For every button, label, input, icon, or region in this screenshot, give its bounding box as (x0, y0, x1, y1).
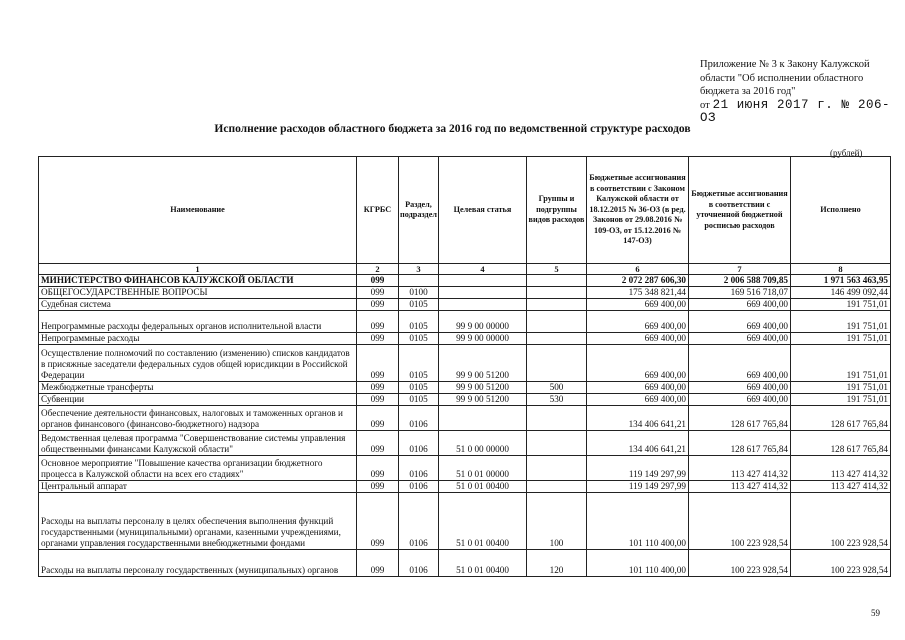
row-executed-amount: 191 751,01 (791, 345, 891, 382)
row-kgrbs: 099 (357, 394, 399, 406)
row-law-amount: 175 348 821,44 (587, 287, 689, 299)
table-row (39, 311, 891, 333)
row-kgrbs: 099 (357, 287, 399, 299)
row-executed-amount: 128 617 765,84 (791, 406, 891, 431)
row-executed-amount: 191 751,01 (791, 311, 891, 333)
row-group: 500 (527, 382, 587, 394)
row-section: 0100 (399, 287, 439, 299)
row-name: Расходы на выплаты персоналу в целях обеспечения выполнения функций государственными (муниципальными) органами, казенными учреждениями, органами управления государственными внебюджетными фондами (39, 493, 357, 550)
header-section: Раздел, подраздел (399, 157, 439, 264)
row-law-amount: 2 072 287 606,30 (587, 275, 689, 287)
row-target: 51 0 00 00000 (439, 431, 527, 456)
row-executed-amount: 100 223 928,54 (791, 550, 891, 577)
row-section: 0106 (399, 481, 439, 493)
appendix-line-3: бюджета за 2016 год" (700, 86, 796, 97)
row-law-amount: 669 400,00 (587, 345, 689, 382)
row-kgrbs: 099 (357, 382, 399, 394)
row-target: 51 0 01 00400 (439, 493, 527, 550)
row-revised-amount: 128 617 765,84 (689, 406, 791, 431)
table-row (39, 481, 891, 493)
row-law-amount: 134 406 641,21 (587, 406, 689, 431)
row-group (527, 299, 587, 311)
row-group (527, 287, 587, 299)
row-revised-amount: 669 400,00 (689, 311, 791, 333)
table-row (39, 493, 891, 550)
row-target: 99 9 00 00000 (439, 333, 527, 345)
row-executed-amount: 146 499 092,44 (791, 287, 891, 299)
row-target: 99 9 00 00000 (439, 311, 527, 333)
table-row (39, 550, 891, 577)
appendix-from: от (700, 99, 710, 111)
appendix-line-2: области "Об исполнении областного (700, 72, 864, 84)
row-revised-amount: 2 006 588 709,85 (689, 275, 791, 287)
row-section: 0105 (399, 299, 439, 311)
header-name: Наименование (39, 157, 357, 264)
row-group (527, 311, 587, 333)
row-name: ОБЩЕГОСУДАРСТВЕННЫЕ ВОПРОСЫ (39, 287, 357, 299)
row-law-amount: 669 400,00 (587, 333, 689, 345)
expenditure-table (38, 156, 891, 577)
row-name: Субвенции (39, 394, 357, 406)
row-target: 99 9 00 51200 (439, 394, 527, 406)
row-revised-amount: 113 427 414,32 (689, 456, 791, 481)
row-name: Судебная система (39, 299, 357, 311)
row-name: Центральный аппарат (39, 481, 357, 493)
header-target: Целевая статья (439, 157, 527, 264)
row-name: Непрограммные расходы (39, 333, 357, 345)
row-kgrbs: 099 (357, 345, 399, 382)
row-kgrbs: 099 (357, 275, 399, 287)
row-revised-amount: 113 427 414,32 (689, 481, 791, 493)
row-section: 0105 (399, 311, 439, 333)
row-kgrbs: 099 (357, 456, 399, 481)
row-section (399, 275, 439, 287)
row-law-amount: 134 406 641,21 (587, 431, 689, 456)
row-target: 51 0 01 00400 (439, 550, 527, 577)
row-name: Осуществление полномочий по составлению (изменению) списков кандидатов в присяжные заседатели федеральных судов общей юрисдикции в Российской Федерации (39, 345, 357, 382)
column-number: 8 (791, 264, 891, 275)
column-number: 3 (399, 264, 439, 275)
row-law-amount: 669 400,00 (587, 311, 689, 333)
row-group (527, 406, 587, 431)
header-revised-allocations: Бюджетные ассигнования в соответствии с уточненной бюджетной росписью расходов (689, 157, 791, 264)
row-revised-amount: 669 400,00 (689, 345, 791, 382)
row-target (439, 299, 527, 311)
row-group (527, 345, 587, 382)
row-revised-amount: 669 400,00 (689, 382, 791, 394)
row-group (527, 431, 587, 456)
row-revised-amount: 669 400,00 (689, 299, 791, 311)
row-group (527, 481, 587, 493)
row-kgrbs: 099 (357, 481, 399, 493)
row-section: 0105 (399, 394, 439, 406)
row-target (439, 287, 527, 299)
column-number: 7 (689, 264, 791, 275)
table-row (39, 299, 891, 311)
row-kgrbs: 099 (357, 311, 399, 333)
table-row (39, 431, 891, 456)
row-revised-amount: 169 516 718,07 (689, 287, 791, 299)
column-number: 5 (527, 264, 587, 275)
row-executed-amount: 191 751,01 (791, 382, 891, 394)
row-revised-amount: 669 400,00 (689, 333, 791, 345)
row-executed-amount: 113 427 414,32 (791, 481, 891, 493)
row-section: 0105 (399, 345, 439, 382)
row-revised-amount: 128 617 765,84 (689, 431, 791, 456)
row-executed-amount: 191 751,01 (791, 394, 891, 406)
row-law-amount: 669 400,00 (587, 394, 689, 406)
row-section: 0106 (399, 456, 439, 481)
table-row (39, 275, 891, 287)
row-target: 99 9 00 51200 (439, 345, 527, 382)
row-group: 120 (527, 550, 587, 577)
row-name: Ведомственная целевая программа "Совершенствование системы управления общественными финансами Калужской области" (39, 431, 357, 456)
column-number: 1 (39, 264, 357, 275)
row-target (439, 275, 527, 287)
row-name: Межбюджетные трансферты (39, 382, 357, 394)
row-section: 0106 (399, 493, 439, 550)
header-kgrbs: КГРБС (357, 157, 399, 264)
row-section: 0105 (399, 382, 439, 394)
row-executed-amount: 191 751,01 (791, 333, 891, 345)
row-law-amount: 101 110 400,00 (587, 493, 689, 550)
page-number: 59 (871, 608, 880, 618)
row-executed-amount: 191 751,01 (791, 299, 891, 311)
row-section: 0106 (399, 431, 439, 456)
row-kgrbs: 099 (357, 333, 399, 345)
row-revised-amount: 100 223 928,54 (689, 550, 791, 577)
row-revised-amount: 669 400,00 (689, 394, 791, 406)
row-group (527, 275, 587, 287)
row-section: 0106 (399, 406, 439, 431)
row-law-amount: 669 400,00 (587, 382, 689, 394)
column-number: 6 (587, 264, 689, 275)
row-name: МИНИСТЕРСТВО ФИНАНСОВ КАЛУЖСКОЙ ОБЛАСТИ (39, 275, 357, 287)
row-group: 530 (527, 394, 587, 406)
row-kgrbs: 099 (357, 550, 399, 577)
row-law-amount: 669 400,00 (587, 299, 689, 311)
row-target: 51 0 01 00000 (439, 456, 527, 481)
header-row (39, 157, 891, 264)
column-number: 4 (439, 264, 527, 275)
header-groups: Группы и подгруппы видов расходов (527, 157, 587, 264)
table-row (39, 456, 891, 481)
header-law-allocations: Бюджетные ассигнования в соответствии с Законом Калужской области от 18.12.2015 № 36-ОЗ (в ред. Законов от 29.08.2016 № 109-ОЗ, от 15.12.2016 № 147-ОЗ) (587, 157, 689, 264)
row-law-amount: 119 149 297,99 (587, 481, 689, 493)
row-kgrbs: 099 (357, 406, 399, 431)
row-name: Расходы на выплаты персоналу государственных (муниципальных) органов (39, 550, 357, 577)
row-target: 51 0 01 00400 (439, 481, 527, 493)
page-title: Исполнение расходов областного бюджета за 2016 год по ведомственной структуре расходов (214, 123, 691, 135)
header-executed: Исполнено (791, 157, 891, 264)
row-target: 99 9 00 51200 (439, 382, 527, 394)
row-name: Непрограммные расходы федеральных органов исполнительной власти (39, 311, 357, 333)
table-row (39, 287, 891, 299)
row-executed-amount: 113 427 414,32 (791, 456, 891, 481)
table-row (39, 345, 891, 382)
row-kgrbs: 099 (357, 493, 399, 550)
row-executed-amount: 100 223 928,54 (791, 493, 891, 550)
column-number-row (39, 264, 891, 275)
row-executed-amount: 128 617 765,84 (791, 431, 891, 456)
units-label: (рублей) (830, 148, 863, 158)
row-kgrbs: 099 (357, 431, 399, 456)
row-revised-amount: 100 223 928,54 (689, 493, 791, 550)
row-group: 100 (527, 493, 587, 550)
row-law-amount: 119 149 297,99 (587, 456, 689, 481)
table-row (39, 406, 891, 431)
row-group (527, 456, 587, 481)
row-kgrbs: 099 (357, 299, 399, 311)
row-section: 0106 (399, 550, 439, 577)
row-section: 0105 (399, 333, 439, 345)
row-name: Основное мероприятие "Повышение качества организации бюджетного процесса в Калужской области на всех его стадиях" (39, 456, 357, 481)
row-target (439, 406, 527, 431)
row-executed-amount: 1 971 563 463,95 (791, 275, 891, 287)
appendix-line-4 (700, 99, 890, 126)
row-name: Обеспечение деятельности финансовых, налоговых и таможенных органов и органов финансового (финансово-бюджетного) надзора (39, 406, 357, 431)
column-number: 2 (357, 264, 399, 275)
table-row (39, 394, 891, 406)
appendix-line-1: Приложение № 3 к Закону Калужской (700, 59, 870, 70)
row-law-amount: 101 110 400,00 (587, 550, 689, 577)
appendix-note (700, 58, 890, 126)
row-group (527, 333, 587, 345)
law-number-stamp: 21 июня 2017 г. № 206-ОЗ (700, 97, 890, 125)
table-row (39, 382, 891, 394)
table-row (39, 333, 891, 345)
